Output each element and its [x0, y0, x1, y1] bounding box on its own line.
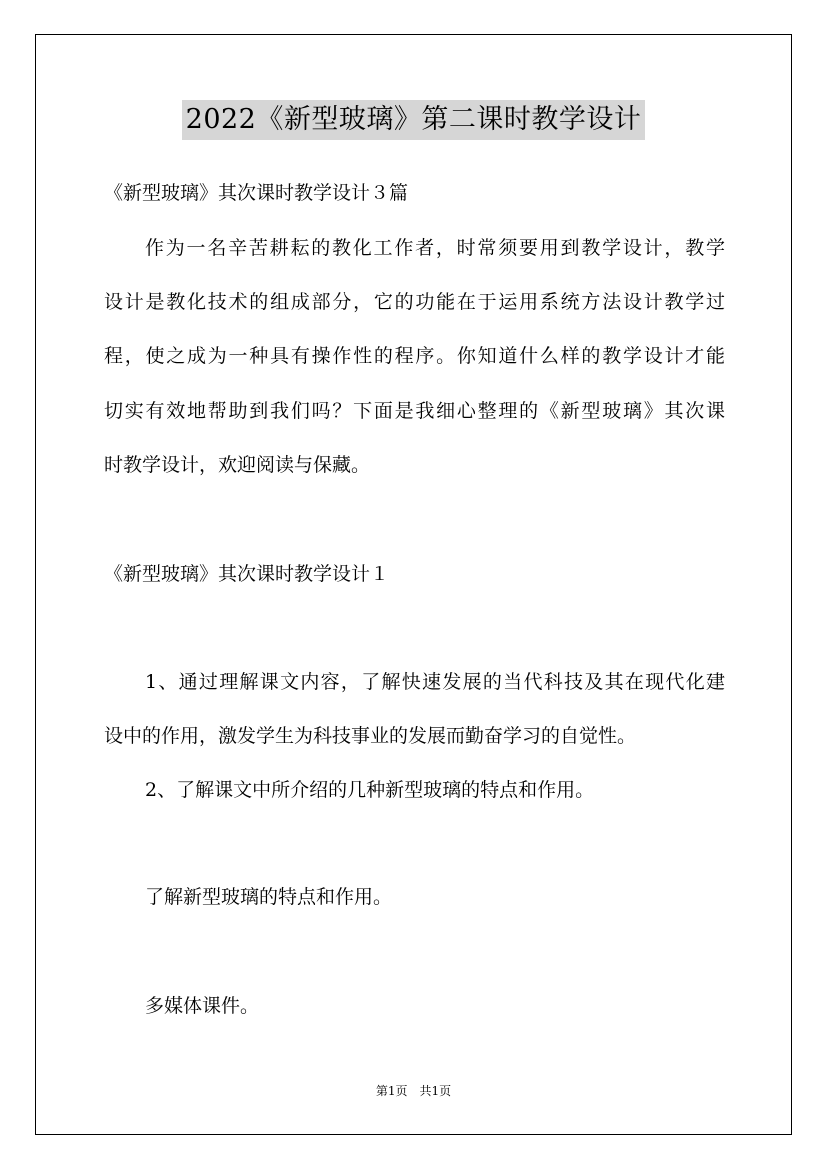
intro-line-1: 作为一名辛苦耕耘的教化工作者，时常须要用到教学设计，教学	[145, 237, 725, 259]
objective-1-line-1: 1、通过理解课文内容，了解快速发展的当代科技及其在现代化建	[145, 671, 725, 693]
intro-line-4: 切实有效地帮助到我们吗？下面是我细心整理的《新型玻璃》其次课	[104, 400, 725, 422]
objective-2: 2、了解课文中所介绍的几种新型玻璃的特点和作用。	[145, 779, 595, 801]
subtitle: 《新型玻璃》其次课时教学设计３篇	[104, 182, 409, 204]
intro-line-2: 设计是教化技术的组成部分，它的功能在于运用系统方法设计教学过	[104, 291, 725, 313]
materials: 多媒体课件。	[145, 995, 260, 1017]
document-title: 2022《新型玻璃》第二课时教学设计	[182, 100, 646, 140]
intro-line-3: 程，使之成为一种具有操作性的程序。你知道什么样的教学设计才能	[104, 345, 725, 367]
objective-1-line-2: 设中的作用，激发学生为科技事业的发展而勤奋学习的自觉性。	[104, 725, 637, 747]
title-container	[0, 100, 827, 140]
intro-line-5: 时教学设计，欢迎阅读与保藏。	[104, 454, 371, 476]
section-heading: 《新型玻璃》其次课时教学设计１	[104, 563, 390, 585]
page-footer: 第1页 共1页	[375, 1084, 452, 1098]
key-point: 了解新型玻璃的特点和作用。	[145, 886, 393, 908]
